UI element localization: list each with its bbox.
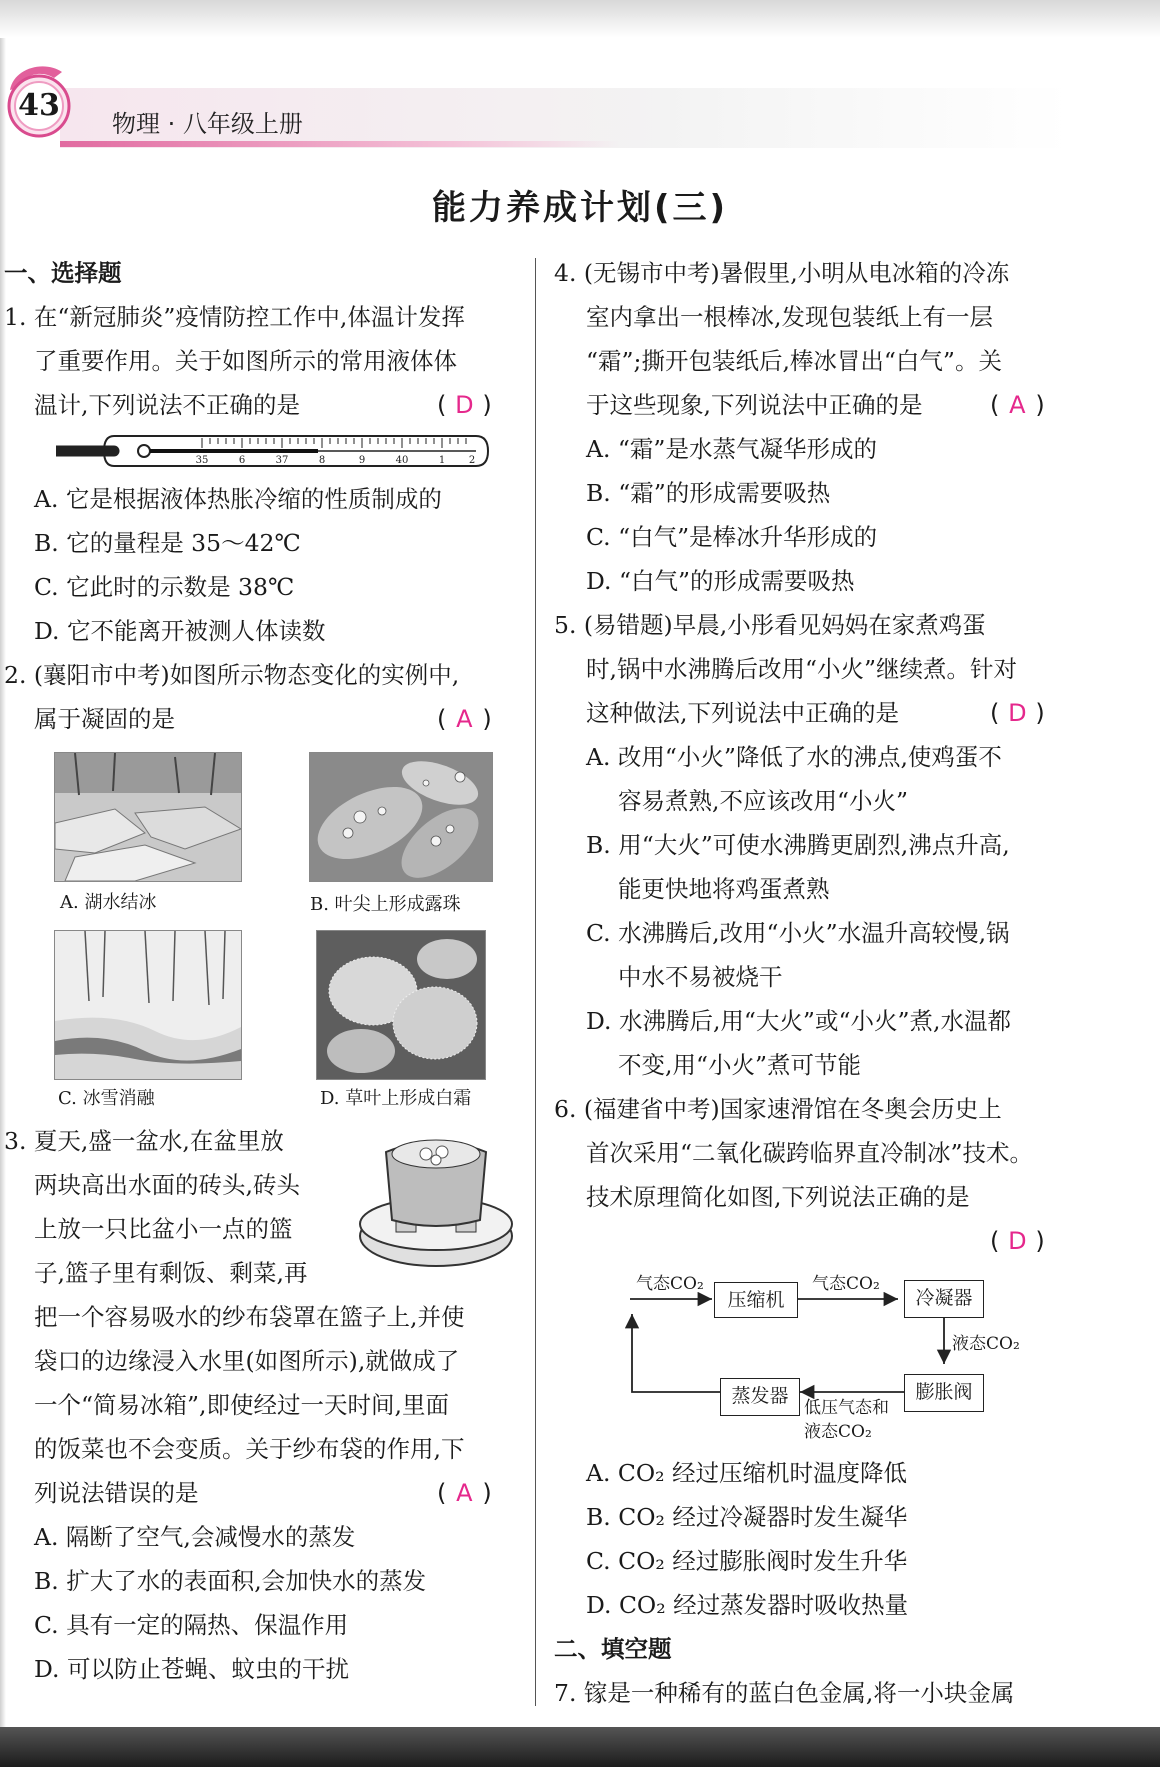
- photo-melting-snow: [54, 930, 242, 1080]
- option-text: 能更快地将鸡蛋煮熟: [618, 875, 830, 903]
- question-text: 了重要作用。关于如图所示的常用液体体: [34, 347, 457, 375]
- question-text: 温计,下列说法不正确的是: [34, 391, 300, 419]
- diagram-box-evaporator: 蒸发器: [720, 1378, 800, 1416]
- option-text: C. 它此时的示数是 38℃: [34, 573, 295, 601]
- option-text: 不变,用“小火”煮可节能: [618, 1051, 861, 1079]
- page-title: 能力养成计划(三): [431, 188, 729, 228]
- option-text: A. 改用“小火”降低了水的沸点,使鸡蛋不: [586, 743, 1002, 771]
- option-text: D. CO₂ 经过蒸发器时吸收热量: [586, 1591, 909, 1619]
- question-text: 7. 镓是一种稀有的蓝白色金属,将一小块金属: [554, 1679, 1015, 1707]
- option-text: 容易煮熟,不应该改用“小火”: [618, 787, 908, 815]
- question-text: 4. (无锡市中考)暑假里,小明从电冰箱的冷冻: [554, 259, 1010, 287]
- thermometer-tick-label: 6: [238, 455, 246, 466]
- answer-blank: ( D ): [990, 699, 1045, 727]
- photo-caption: C. 冰雪消融: [58, 1088, 155, 1109]
- header-underline: [60, 141, 620, 147]
- question-text: 于这些现象,下列说法中正确的是: [586, 391, 923, 419]
- thermometer-tick-label: 2: [468, 455, 476, 466]
- answer-blank: ( A ): [990, 391, 1045, 419]
- column-divider: [535, 258, 536, 1706]
- question-text: 这种做法,下列说法中正确的是: [586, 699, 899, 727]
- option-text: A. 隔断了空气,会减慢水的蒸发: [34, 1523, 356, 1551]
- book-subject: 物理 · 八年级上册: [112, 110, 303, 138]
- option-text: B. CO₂ 经过冷凝器时发生凝华: [586, 1503, 908, 1531]
- option-text: A. CO₂ 经过压缩机时温度降低: [586, 1459, 908, 1487]
- option-text: B. 扩大了水的表面积,会加快水的蒸发: [34, 1567, 427, 1595]
- bottom-bar: [0, 1727, 1160, 1767]
- question-text: “霜”;撕开包装纸后,棒冰冒出“白气”。关: [586, 347, 1002, 375]
- diagram-box-expansion-valve: 膨胀阀: [904, 1374, 984, 1412]
- answer-letter: D: [455, 391, 474, 419]
- option-text: D. 水沸腾后,用“大火”或“小火”煮,水温都: [586, 1007, 1011, 1035]
- simple-fridge-figure: [356, 1128, 516, 1270]
- option-text: D. 它不能离开被测人体读数: [34, 617, 326, 645]
- photo-lake-ice: [54, 752, 242, 882]
- diagram-label: 低压气态和: [804, 1398, 889, 1418]
- option-text: 中水不易被烧干: [618, 963, 783, 991]
- thermometer-tick-label: 9: [358, 455, 366, 466]
- question-text: 属于凝固的是: [34, 705, 175, 733]
- thermometer-tick-label: 8: [318, 455, 326, 466]
- question-text: 时,锅中水沸腾后改用“小火”继续煮。针对: [586, 655, 1017, 683]
- diagram-label: 液态CO₂: [804, 1422, 872, 1442]
- answer-letter: D: [1008, 699, 1027, 727]
- question-text: 1. 在“新冠肺炎”疫情防控工作中,体温计发挥: [4, 303, 465, 331]
- section-heading: 一、选择题: [4, 259, 122, 287]
- question-text: 一个“简易冰箱”,即使经过一天时间,里面: [34, 1391, 449, 1419]
- diagram-label: 气态CO₂: [812, 1274, 880, 1294]
- answer-blank: ( D ): [990, 1227, 1045, 1255]
- diagram-label: 气态CO₂: [636, 1274, 704, 1294]
- question-text: 袋口的边缘浸入水里(如图所示),就做成了: [34, 1347, 460, 1375]
- option-text: D. 可以防止苍蝇、蚊虫的干扰: [34, 1655, 349, 1683]
- question-text: 5. (易错题)早晨,小彤看见妈妈在家煮鸡蛋: [554, 611, 986, 639]
- thermometer-tick-label: 37: [275, 455, 289, 466]
- diagram-box-compressor: 压缩机: [714, 1282, 798, 1318]
- photo-frost-leaves: [316, 930, 486, 1080]
- answer-blank: ( A ): [437, 705, 492, 733]
- question-text: 两块高出水面的砖头,砖头: [34, 1171, 300, 1199]
- option-text: C. 水沸腾后,改用“小火”水温升高较慢,锅: [586, 919, 1010, 947]
- photo-caption: A. 湖水结冰: [60, 892, 157, 913]
- photo-caption: B. 叶尖上形成露珠: [310, 894, 461, 915]
- answer-letter: A: [456, 705, 473, 733]
- thermometer-tick-label: 1: [438, 455, 446, 466]
- option-text: C. 具有一定的隔热、保温作用: [34, 1611, 349, 1639]
- answer-blank: ( A ): [437, 1479, 492, 1507]
- photo-dew-leaf: [309, 752, 493, 882]
- thermometer-tick-label: 40: [395, 455, 409, 466]
- answer-letter: A: [456, 1479, 473, 1507]
- answer-letter: D: [1008, 1227, 1027, 1255]
- question-text: 室内拿出一根棒冰,发现包装纸上有一层: [586, 303, 993, 331]
- thermometer-figure: [56, 432, 492, 470]
- answer-blank: ( D ): [437, 391, 492, 419]
- section-heading: 二、填空题: [554, 1635, 672, 1663]
- question-text: 3. 夏天,盛一盆水,在盆里放: [4, 1127, 284, 1155]
- diagram-label: 液态CO₂: [952, 1334, 1020, 1354]
- option-text: B. 它的量程是 35～42℃: [34, 529, 301, 557]
- option-text: A. 它是根据液体热胀冷缩的性质制成的: [34, 485, 442, 513]
- option-text: D. “白气”的形成需要吸热: [586, 567, 855, 595]
- page-number: 43: [18, 88, 60, 123]
- question-text: 首次采用“二氧化碳跨临界直冷制冰”技术。: [586, 1139, 1034, 1167]
- option-text: A. “霜”是水蒸气凝华形成的: [586, 435, 877, 463]
- question-text: 上放一只比盆小一点的篮: [34, 1215, 293, 1243]
- option-text: B. 用“大火”可使水沸腾更剧烈,沸点升高,: [586, 831, 1010, 859]
- option-text: C. CO₂ 经过膨胀阀时发生升华: [586, 1547, 908, 1575]
- diagram-box-condenser: 冷凝器: [904, 1280, 984, 1318]
- question-text: 技术原理简化如图,下列说法正确的是: [586, 1183, 970, 1211]
- option-text: C. “白气”是棒冰升华形成的: [586, 523, 878, 551]
- answer-letter: A: [1009, 391, 1026, 419]
- question-text: 子,篮子里有剩饭、剩菜,再: [34, 1259, 308, 1287]
- question-text: 列说法错误的是: [34, 1479, 199, 1507]
- photo-caption: D. 草叶上形成白霜: [320, 1088, 472, 1109]
- thermometer-tick-label: 35: [195, 455, 209, 466]
- question-text: 把一个容易吸水的纱布袋罩在篮子上,并使: [34, 1303, 465, 1331]
- question-text: 的饭菜也不会变质。关于纱布袋的作用,下: [34, 1435, 465, 1463]
- question-text: 2. (襄阳市中考)如图所示物态变化的实例中,: [4, 661, 460, 689]
- page-left-shadow: [0, 38, 6, 1727]
- page-top-shadow: [0, 0, 1160, 38]
- option-text: B. “霜”的形成需要吸热: [586, 479, 831, 507]
- question-text: 6. (福建省中考)国家速滑馆在冬奥会历史上: [554, 1095, 1002, 1123]
